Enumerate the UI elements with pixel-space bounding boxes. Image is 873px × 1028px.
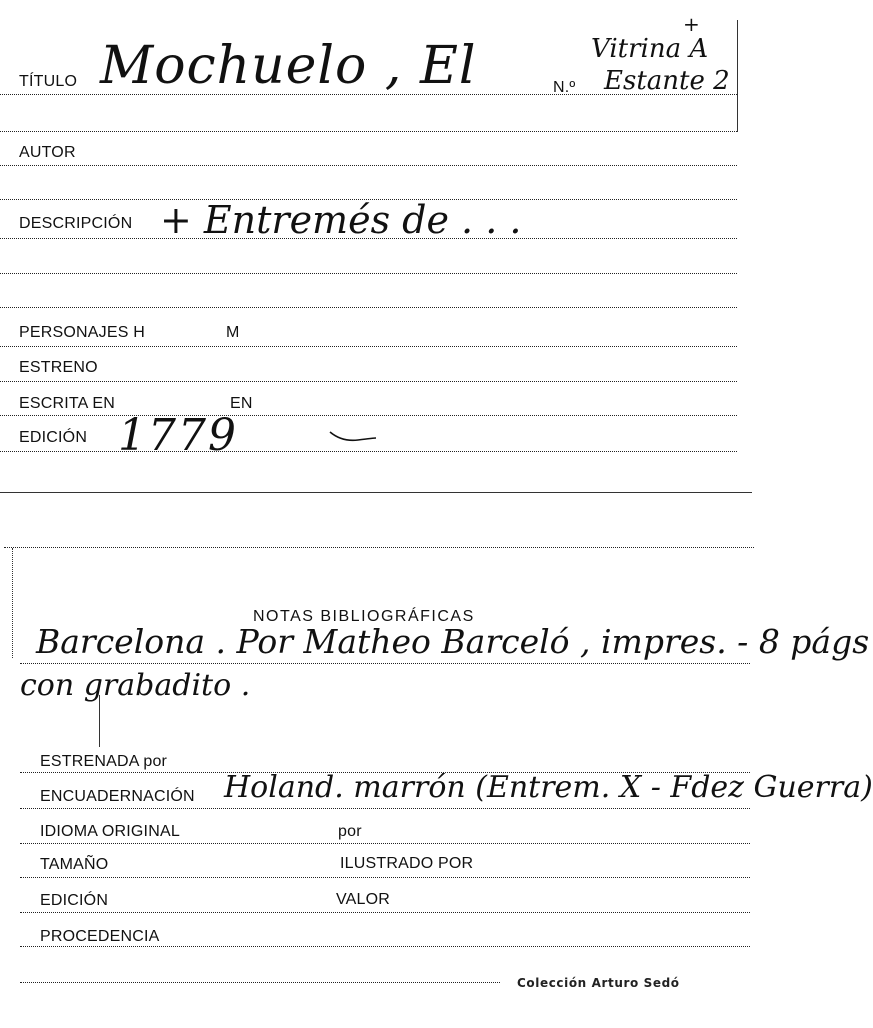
card-corner-edge: [737, 20, 738, 132]
pen-stroke-mark: [328, 428, 380, 444]
encuadernacion-line: [20, 808, 750, 809]
top-card-edge: [0, 492, 752, 493]
idioma-por-label: por: [338, 823, 362, 840]
idioma-label: IDIOMA ORIGINAL: [40, 823, 180, 840]
procedencia-line: [20, 946, 750, 947]
ilustrado-label: ILUSTRADO POR: [340, 855, 474, 872]
descripcion-label: DESCRIPCIÓN: [19, 215, 133, 232]
autor-label: AUTOR: [19, 144, 76, 161]
escrita-en-label: EN: [230, 395, 253, 412]
valor-label: VALOR: [336, 891, 391, 908]
encuadernacion-value: Holand. marrón (Entrem. X - Fdez Guerra): [224, 770, 873, 805]
autor-line: [0, 165, 737, 166]
titulo-line-2: [0, 131, 737, 132]
estreno-label: ESTRENO: [19, 359, 98, 376]
idioma-line: [20, 843, 750, 844]
estrenada-label: ESTRENADA por: [40, 753, 168, 770]
bottom-card-top-edge: [4, 547, 754, 548]
edicion-bottom-label: EDICIÓN: [40, 892, 109, 909]
notas-line-1: Barcelona . Por Matheo Barceló , impres. - 8 págs: [36, 622, 870, 661]
edicion-value: 1779: [118, 410, 238, 461]
numero-mark: +: [683, 12, 700, 36]
notas-stroke: [99, 695, 100, 747]
estreno-line: [0, 381, 737, 382]
edicion-bottom-line: [20, 912, 750, 913]
notas-line: [20, 663, 750, 664]
titulo-label: TÍTULO: [19, 73, 78, 90]
numero-estante: Estante 2: [604, 66, 730, 96]
escrita-label: ESCRITA EN: [19, 395, 115, 412]
encuadernacion-label: ENCUADERNACIÓN: [40, 788, 195, 805]
personajes-line: [0, 346, 737, 347]
tamano-label: TAMAÑO: [40, 856, 109, 873]
edicion-label: EDICIÓN: [19, 429, 88, 446]
descripcion-line-3: [0, 307, 737, 308]
coleccion-footer: Colección Arturo Sedó: [517, 976, 680, 990]
descripcion-value: + Entremés de . . .: [160, 198, 522, 242]
numero-vitrina: Vitrina A: [591, 34, 709, 64]
notas-line-2: con grabadito .: [20, 668, 251, 703]
notas-label: NOTAS BIBLIOGRÁFICAS: [253, 608, 475, 625]
descripcion-line: [0, 238, 737, 239]
bottom-card-left-edge: [12, 548, 13, 658]
personajes-label: PERSONAJES H: [19, 324, 145, 341]
escrita-line: [0, 415, 737, 416]
tamano-line: [20, 877, 750, 878]
descripcion-line-2: [0, 273, 737, 274]
titulo-value: Mochuelo , El: [100, 36, 477, 96]
titulo-line: [0, 94, 737, 95]
bottom-line: [20, 982, 500, 983]
personajes-m-label: M: [226, 324, 240, 341]
procedencia-label: PROCEDENCIA: [40, 928, 160, 945]
numero-label: N.º: [553, 79, 576, 96]
edicion-line: [0, 451, 737, 452]
